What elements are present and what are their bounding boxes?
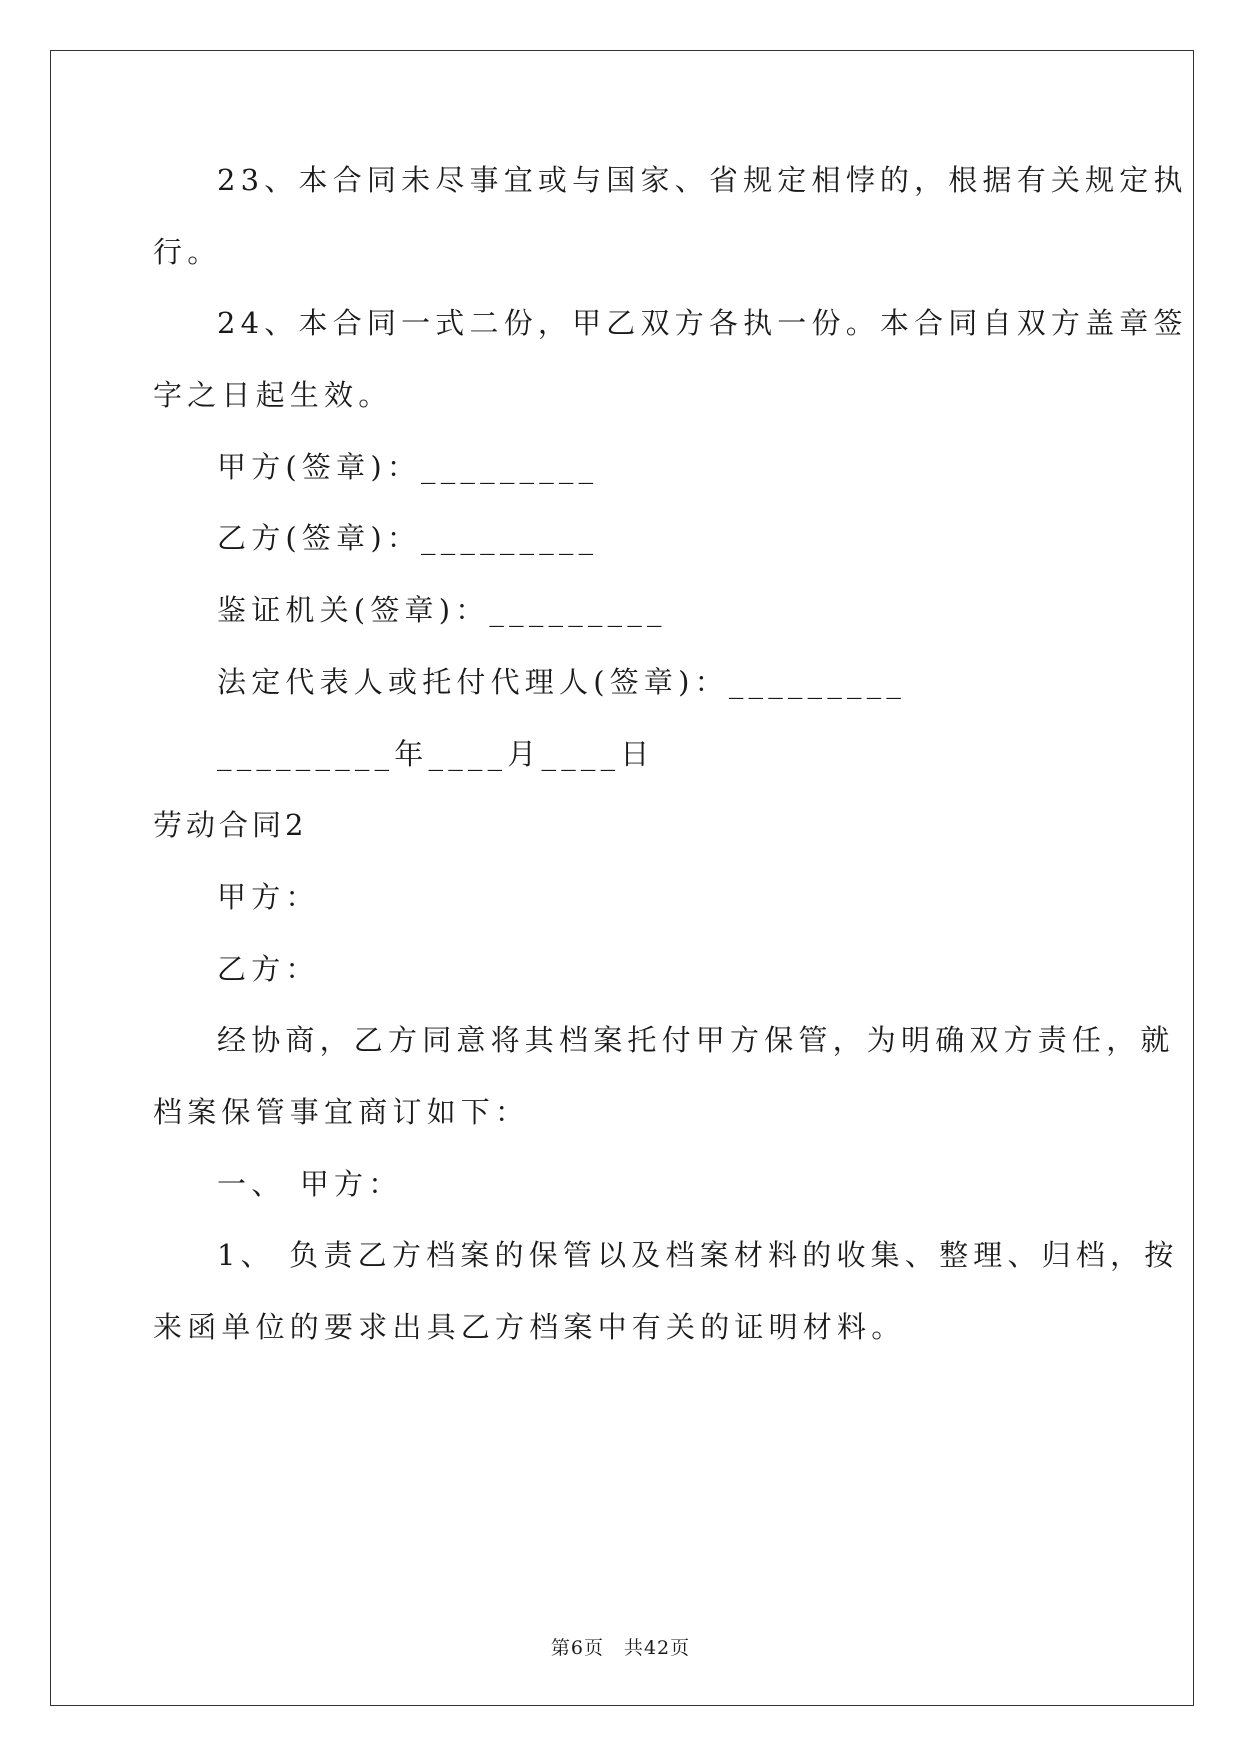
contract-2-party-a: 甲方： xyxy=(217,880,320,914)
signature-party-b: 乙方(签章)：_________ xyxy=(217,521,599,555)
item-1-line-1: 1、 负责乙方档案的保管以及档案材料的收集、整理、归档，按 xyxy=(217,1238,1179,1272)
signature-date: _________年____月____日 xyxy=(217,737,655,771)
clause-24-line-2: 字之日起生效。 xyxy=(153,378,393,412)
total-pages-label: 共42页 xyxy=(623,1637,691,1659)
clause-23-line-2: 行。 xyxy=(153,235,222,269)
clause-24-line-1: 24、本合同一式二份，甲乙双方各执一份。本合同自双方盖章签 xyxy=(217,306,1188,340)
signature-representative: 法定代表人或托付代理人(签章)：_________ xyxy=(217,665,907,699)
page-footer xyxy=(0,1633,1241,1660)
clause-23-line-1: 23、本合同未尽事宜或与国家、省规定相悖的，根据有关规定执 xyxy=(217,163,1188,197)
section-1-heading: 一、 甲方： xyxy=(217,1167,403,1201)
signature-party-a: 甲方(签章)：_________ xyxy=(217,450,599,484)
signature-notary: 鉴证机关(签章)：_________ xyxy=(217,593,667,627)
current-page-label: 第6页 xyxy=(550,1637,604,1659)
item-1-line-2: 来函单位的要求出具乙方档案中有关的证明材料。 xyxy=(153,1310,906,1344)
contract-2-intro-line-1: 经协商，乙方同意将其档案托付甲方保管，为明确双方责任，就 xyxy=(217,1023,1175,1057)
contract-2-party-b: 乙方： xyxy=(217,952,320,986)
contract-2-intro-line-2: 档案保管事宜商订如下： xyxy=(153,1095,530,1129)
contract-2-title: 劳动合同2 xyxy=(153,808,308,842)
